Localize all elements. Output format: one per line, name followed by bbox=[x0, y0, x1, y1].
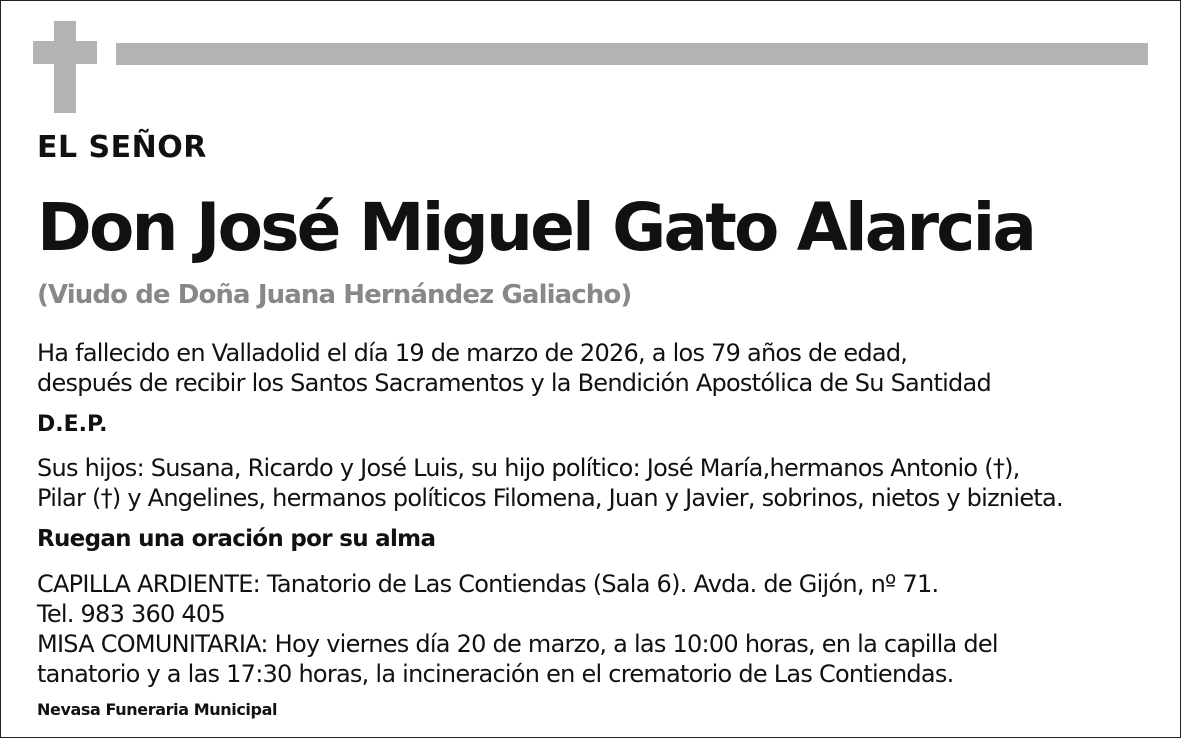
death-info-line: Ha fallecido en Valladolid el día 19 de marzo de 2026, a los 79 años de edad, bbox=[37, 339, 908, 367]
widow-of-line: (Viudo de Doña Juana Hernández Galiacho) bbox=[37, 280, 632, 310]
funeral-home-name: Nevasa Funeraria Municipal bbox=[37, 700, 278, 719]
deceased-name: Don José Miguel Gato Alarcia bbox=[37, 189, 1035, 266]
service-line: CAPILLA ARDIENTE: Tanatorio de Las Contiendas (Sala 6). Avda. de Gijón, nº 71. bbox=[37, 570, 939, 598]
service-line: MISA COMUNITARIA: Hoy viernes día 20 de marzo, a las 10:00 horas, en la capilla del bbox=[37, 630, 998, 658]
service-line: Tel. 983 360 405 bbox=[37, 600, 225, 628]
honorific: EL SEÑOR bbox=[37, 130, 207, 165]
prayer-request: Ruegan una oración por su alma bbox=[37, 526, 436, 552]
service-line: tanatorio y a las 17:30 horas, la incineración en el crematorio de Las Contiendas. bbox=[37, 660, 954, 688]
death-info-line: después de recibir los Santos Sacramentos y la Bendición Apostólica de Su Santidad bbox=[37, 369, 991, 397]
rip-label: D.E.P. bbox=[37, 412, 108, 437]
cross-icon bbox=[33, 21, 97, 113]
family-line: Pilar (†) y Angelines, hermanos políticos Filomena, Juan y Javier, sobrinos, nietos y biznieta. bbox=[37, 484, 1063, 512]
cross-horizontal-bar bbox=[33, 41, 97, 64]
cross-vertical-bar bbox=[54, 21, 76, 113]
family-line: Sus hijos: Susana, Ricardo y José Luis, su hijo político: José María,hermanos Antonio (†), bbox=[37, 454, 1020, 482]
top-rule bbox=[116, 43, 1148, 65]
